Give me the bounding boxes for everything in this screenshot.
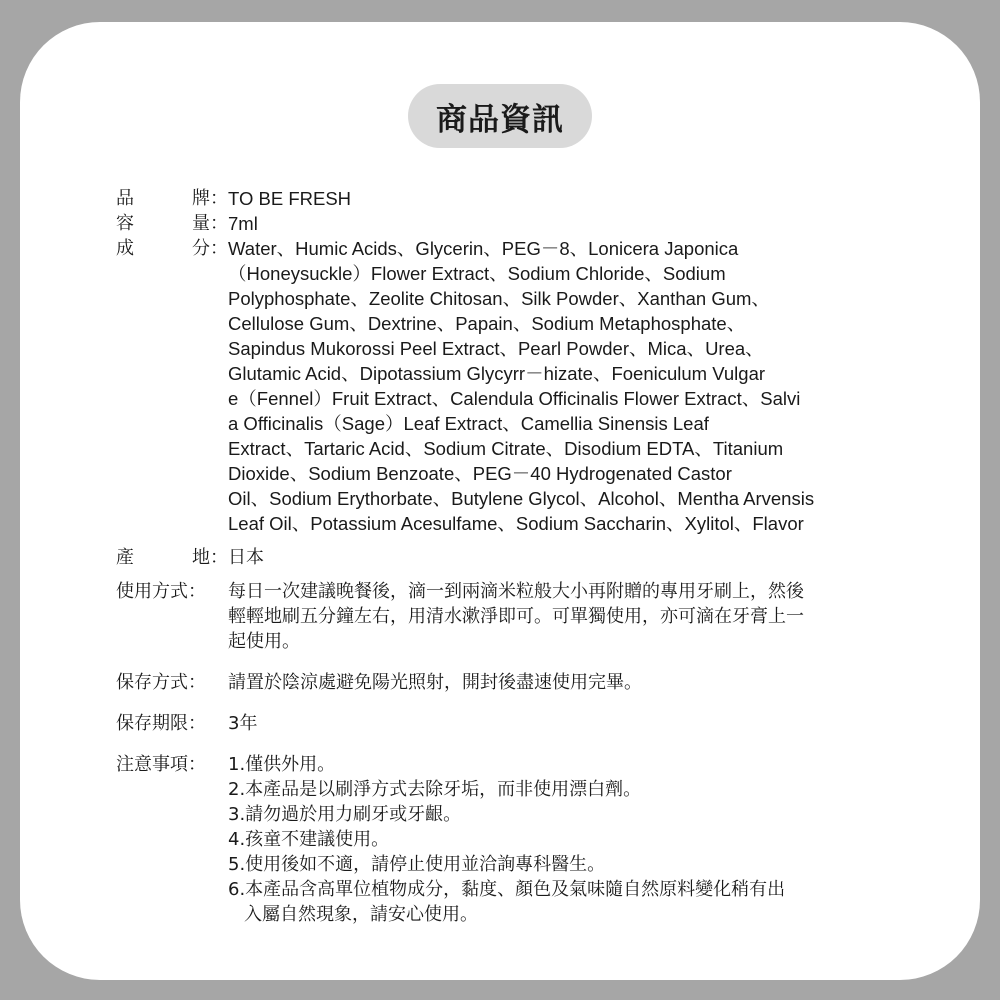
note-item: 4.孩童不建議使用。	[228, 829, 390, 850]
ingredients-line: Dioxide、Sodium Benzoate、PEG－40 Hydrogenated Castor	[228, 463, 732, 484]
note-item: 2.本產品是以刷淨方式去除牙垢，而非使用漂白劑。	[228, 779, 642, 800]
ingredients-line: Cellulose Gum、Dextrine、Papain、Sodium Metaphosphate、	[228, 313, 746, 334]
brand-row	[116, 186, 886, 211]
note-item-continuation: 入屬自然現象，請安心使用。	[244, 904, 478, 925]
note-item: 6.本產品含高單位植物成分，黏度、顏色及氣味隨自然原料變化稍有出	[228, 879, 786, 900]
shelf-life-label: 保存期限：	[116, 713, 206, 734]
shelf-life-row	[116, 711, 886, 736]
ingredients-line: Glutamic Acid、Dipotassium Glycyrr－hizate、Foeniculum Vulgar	[228, 363, 766, 384]
ingredients-row	[116, 236, 886, 536]
origin-label: 產 地：	[116, 547, 228, 568]
usage-line: 起使用。	[228, 631, 300, 652]
notes-row	[116, 752, 886, 927]
note-item: 5.使用後如不適，請停止使用並洽詢專科醫生。	[228, 854, 606, 875]
storage-value: 請置於陰涼處避免陽光照射，開封後盡速使用完畢。	[228, 672, 642, 693]
ingredients-line: Polyphosphate、Zeolite Chitosan、Silk Powder、Xanthan Gum、	[228, 288, 770, 309]
origin-row	[116, 545, 886, 570]
usage-value	[228, 579, 886, 654]
note-item: 3.請勿過於用力刷牙或牙齦。	[228, 804, 462, 825]
notes-list	[228, 752, 886, 927]
ingredients-line: Leaf Oil、Potassium Acesulfame、Sodium Saccharin、Xylitol、Flavor	[228, 513, 804, 534]
ingredients-value	[228, 236, 886, 536]
volume-row	[116, 211, 886, 236]
shelf-life-value: 3年	[228, 713, 258, 734]
brand-label: 品 牌：	[116, 188, 228, 209]
ingredients-line: Sapindus Mukorossi Peel Extract、Pearl Powder、Mica、Urea、	[228, 338, 764, 359]
product-info-list	[116, 186, 886, 927]
ingredients-line: Oil、Sodium Erythorbate、Butylene Glycol、Alcohol、Mentha Arvensis	[228, 488, 815, 509]
note-item: 1.僅供外用。	[228, 754, 336, 775]
usage-label: 使用方式：	[116, 581, 206, 602]
origin-value: 日本	[228, 547, 264, 568]
notes-label: 注意事項：	[116, 754, 206, 775]
ingredients-line: （Honeysuckle）Flower Extract、Sodium Chloride、Sodium	[228, 263, 726, 284]
usage-row	[116, 579, 886, 654]
ingredients-line: Extract、Tartaric Acid、Sodium Citrate、Disodium EDTA、Titanium	[228, 438, 784, 459]
usage-line: 每日一次建議晚餐後，滴一到兩滴米粒般大小再附贈的專用牙刷上，然後	[228, 581, 804, 602]
usage-line: 輕輕地刷五分鐘左右，用清水漱淨即可。可單獨使用，亦可滴在牙膏上一	[228, 606, 804, 627]
brand-value: TO BE FRESH	[228, 188, 352, 209]
ingredients-label: 成 分：	[116, 238, 228, 259]
volume-value: 7ml	[228, 213, 258, 234]
ingredients-line: e（Fennel）Fruit Extract、Calendula Officinalis Flower Extract、Salvi	[228, 388, 801, 409]
storage-label: 保存方式：	[116, 672, 206, 693]
ingredients-line: a Officinalis（Sage）Leaf Extract、Camellia Sinensis Leaf	[228, 413, 709, 434]
page-title: 商品資訊	[408, 84, 592, 148]
volume-label: 容 量：	[116, 213, 228, 234]
storage-row	[116, 670, 886, 695]
ingredients-line: Water、Humic Acids、Glycerin、PEG－8、Lonicera Japonica	[228, 238, 739, 259]
